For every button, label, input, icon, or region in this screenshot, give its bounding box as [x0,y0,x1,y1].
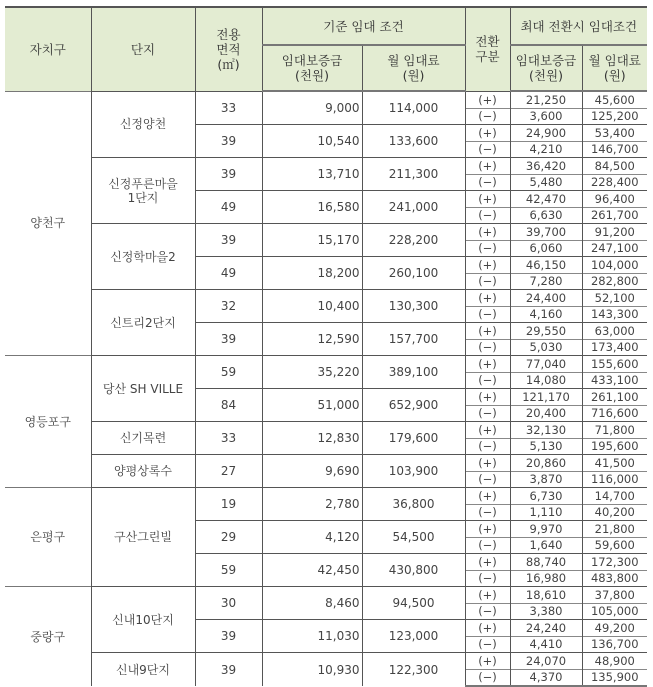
max-rent-plus: 14,700 [582,488,647,505]
max-deposit-minus: 5,030 [510,339,582,356]
base-rent-cell: 211,300 [362,158,465,191]
base-deposit-cell: 11,030 [262,620,362,653]
conversion-sign-plus: (+) [465,389,510,406]
conversion-sign-minus: (−) [465,405,510,422]
table-row [5,455,647,472]
base-deposit-cell: 8,460 [262,587,362,620]
max-deposit-plus: 42,470 [510,191,582,208]
conversion-sign-minus: (−) [465,273,510,290]
max-rent-plus: 45,600 [582,91,647,108]
table-row [5,158,647,175]
table-body [5,91,647,686]
max-deposit-plus: 20,860 [510,455,582,472]
table-row [5,653,647,670]
base-deposit-cell: 9,690 [262,455,362,488]
max-rent-minus: 116,000 [582,471,647,488]
table-row [5,91,647,108]
max-deposit-minus: 6,630 [510,207,582,224]
base-rent-cell: 652,900 [362,389,465,422]
area-cell: 30 [195,587,262,620]
max-deposit-minus: 3,600 [510,108,582,125]
max-deposit-minus: 6,060 [510,240,582,257]
max-deposit-plus: 39,700 [510,224,582,241]
complex-cell: 신내9단지 [91,653,195,687]
base-deposit-cell: 15,170 [262,224,362,257]
base-deposit-cell: 2,780 [262,488,362,521]
base-deposit-cell: 10,930 [262,653,362,687]
max-rent-plus: 84,500 [582,158,647,175]
conversion-sign-plus: (+) [465,257,510,274]
max-deposit-plus: 24,400 [510,290,582,307]
max-rent-plus: 172,300 [582,554,647,571]
complex-cell: 신정양천 [91,91,195,158]
max-deposit-minus: 20,400 [510,405,582,422]
max-rent-minus: 433,100 [582,372,647,389]
base-rent-cell: 94,500 [362,587,465,620]
conversion-sign-plus: (+) [465,125,510,142]
base-rent-cell: 179,600 [362,422,465,455]
conversion-sign-minus: (−) [465,372,510,389]
area-cell: 29 [195,521,262,554]
max-deposit-plus: 24,070 [510,653,582,670]
conversion-sign-minus: (−) [465,537,510,554]
header-area: 전용 면적 (㎡) [195,7,262,91]
max-rent-minus: 228,400 [582,174,647,191]
base-rent-cell: 430,800 [362,554,465,587]
conversion-sign-plus: (+) [465,323,510,340]
conversion-sign-plus: (+) [465,422,510,439]
conversion-sign-minus: (−) [465,603,510,620]
conversion-sign-plus: (+) [465,290,510,307]
area-cell: 33 [195,422,262,455]
conversion-sign-minus: (−) [465,240,510,257]
max-deposit-plus: 18,610 [510,587,582,604]
conversion-sign-minus: (−) [465,504,510,521]
complex-cell: 신내10단지 [91,587,195,653]
base-deposit-cell: 12,830 [262,422,362,455]
max-deposit-plus: 77,040 [510,356,582,373]
header-row-1 [5,7,647,45]
max-deposit-minus: 1,110 [510,504,582,521]
max-deposit-plus: 9,970 [510,521,582,538]
max-rent-minus: 247,100 [582,240,647,257]
max-rent-minus: 195,600 [582,438,647,455]
area-cell: 19 [195,488,262,521]
base-rent-cell: 133,600 [362,125,465,158]
complex-cell: 당산 SH VILLE [91,356,195,422]
max-rent-minus: 59,600 [582,537,647,554]
base-rent-cell: 36,800 [362,488,465,521]
area-cell: 39 [195,158,262,191]
base-rent-cell: 389,100 [362,356,465,389]
max-deposit-minus: 14,080 [510,372,582,389]
header-conversion-type: 전환 구분 [465,7,510,91]
max-rent-minus: 136,700 [582,636,647,653]
max-rent-minus: 143,300 [582,306,647,323]
max-rent-plus: 91,200 [582,224,647,241]
base-rent-cell: 241,000 [362,191,465,224]
header-max-conversion-conditions: 최대 전환시 임대조건 [510,7,647,45]
area-cell: 84 [195,389,262,422]
base-rent-cell: 228,200 [362,224,465,257]
conversion-sign-plus: (+) [465,158,510,175]
max-rent-minus: 716,600 [582,405,647,422]
base-rent-cell: 122,300 [362,653,465,687]
header-max-rent: 월 임대료 (원) [582,45,647,91]
max-rent-plus: 49,200 [582,620,647,637]
max-deposit-plus: 24,900 [510,125,582,142]
base-rent-cell: 114,000 [362,91,465,125]
max-deposit-minus: 5,130 [510,438,582,455]
conversion-sign-plus: (+) [465,224,510,241]
max-deposit-plus: 6,730 [510,488,582,505]
max-rent-minus: 261,700 [582,207,647,224]
base-deposit-cell: 4,120 [262,521,362,554]
base-deposit-cell: 18,200 [262,257,362,290]
max-rent-plus: 52,100 [582,290,647,307]
max-rent-plus: 261,100 [582,389,647,406]
max-rent-minus: 125,200 [582,108,647,125]
complex-cell: 구산그린빌 [91,488,195,587]
max-deposit-plus: 36,420 [510,158,582,175]
base-deposit-cell: 12,590 [262,323,362,356]
max-rent-minus: 173,400 [582,339,647,356]
complex-cell: 신정학마을2 [91,224,195,290]
base-rent-cell: 157,700 [362,323,465,356]
max-deposit-minus: 3,870 [510,471,582,488]
max-deposit-minus: 16,980 [510,570,582,587]
max-rent-plus: 104,000 [582,257,647,274]
max-rent-plus: 155,600 [582,356,647,373]
conversion-sign-minus: (−) [465,636,510,653]
conversion-sign-plus: (+) [465,488,510,505]
table-row [5,488,647,505]
table-row [5,290,647,307]
max-rent-plus: 37,800 [582,587,647,604]
table-row [5,422,647,439]
max-deposit-plus: 46,150 [510,257,582,274]
conversion-sign-plus: (+) [465,554,510,571]
base-deposit-cell: 42,450 [262,554,362,587]
conversion-sign-minus: (−) [465,669,510,686]
conversion-sign-plus: (+) [465,356,510,373]
district-cell: 양천구 [5,91,91,356]
max-rent-minus: 40,200 [582,504,647,521]
base-deposit-cell: 51,000 [262,389,362,422]
conversion-sign-minus: (−) [465,174,510,191]
header-base-conditions: 기준 임대 조건 [262,7,465,45]
max-rent-plus: 48,900 [582,653,647,670]
max-rent-minus: 483,800 [582,570,647,587]
base-deposit-cell: 10,540 [262,125,362,158]
rental-conditions-table [5,6,647,687]
complex-cell: 신기목련 [91,422,195,455]
area-cell: 39 [195,323,262,356]
conversion-sign-minus: (−) [465,438,510,455]
conversion-sign-minus: (−) [465,306,510,323]
base-rent-cell: 130,300 [362,290,465,323]
area-cell: 27 [195,455,262,488]
conversion-sign-minus: (−) [465,108,510,125]
max-rent-plus: 21,800 [582,521,647,538]
max-deposit-minus: 3,380 [510,603,582,620]
base-deposit-cell: 9,000 [262,91,362,125]
max-rent-minus: 146,700 [582,141,647,158]
max-rent-plus: 96,400 [582,191,647,208]
area-cell: 59 [195,356,262,389]
header-base-rent: 월 임대료 (원) [362,45,465,91]
max-rent-plus: 41,500 [582,455,647,472]
area-cell: 32 [195,290,262,323]
conversion-sign-plus: (+) [465,587,510,604]
max-rent-minus: 282,800 [582,273,647,290]
complex-cell: 양평상록수 [91,455,195,488]
max-deposit-minus: 4,210 [510,141,582,158]
table-row [5,224,647,241]
header-district: 자치구 [5,7,91,91]
conversion-sign-plus: (+) [465,191,510,208]
max-rent-plus: 53,400 [582,125,647,142]
area-cell: 59 [195,554,262,587]
header-max-deposit: 임대보증금 (천원) [510,45,582,91]
base-rent-cell: 103,900 [362,455,465,488]
complex-cell: 신정푸른마을 1단지 [91,158,195,224]
district-cell: 중랑구 [5,587,91,687]
max-rent-plus: 71,800 [582,422,647,439]
area-cell: 33 [195,91,262,125]
area-cell: 39 [195,620,262,653]
table-row [5,587,647,604]
conversion-sign-plus: (+) [465,521,510,538]
max-rent-minus: 135,900 [582,669,647,686]
area-cell: 39 [195,125,262,158]
conversion-sign-minus: (−) [465,141,510,158]
max-deposit-minus: 5,480 [510,174,582,191]
header-base-deposit: 임대보증금 (천원) [262,45,362,91]
base-deposit-cell: 35,220 [262,356,362,389]
conversion-sign-minus: (−) [465,471,510,488]
table-row [5,356,647,373]
max-deposit-plus: 88,740 [510,554,582,571]
conversion-sign-plus: (+) [465,455,510,472]
district-cell: 은평구 [5,488,91,587]
base-deposit-cell: 13,710 [262,158,362,191]
max-deposit-plus: 121,170 [510,389,582,406]
district-cell: 영등포구 [5,356,91,488]
area-cell: 49 [195,191,262,224]
rental-conditions-table-container [5,6,647,687]
conversion-sign-plus: (+) [465,653,510,670]
max-deposit-plus: 24,240 [510,620,582,637]
area-cell: 49 [195,257,262,290]
base-rent-cell: 123,000 [362,620,465,653]
max-rent-plus: 63,000 [582,323,647,340]
max-deposit-plus: 32,130 [510,422,582,439]
max-deposit-minus: 4,370 [510,669,582,686]
header-complex: 단지 [91,7,195,91]
max-deposit-minus: 4,160 [510,306,582,323]
conversion-sign-minus: (−) [465,339,510,356]
base-rent-cell: 54,500 [362,521,465,554]
conversion-sign-minus: (−) [465,207,510,224]
area-cell: 39 [195,224,262,257]
max-deposit-plus: 21,250 [510,91,582,108]
max-deposit-plus: 29,550 [510,323,582,340]
base-deposit-cell: 10,400 [262,290,362,323]
max-deposit-minus: 4,410 [510,636,582,653]
max-deposit-minus: 1,640 [510,537,582,554]
conversion-sign-plus: (+) [465,91,510,108]
conversion-sign-minus: (−) [465,570,510,587]
max-rent-minus: 105,000 [582,603,647,620]
base-deposit-cell: 16,580 [262,191,362,224]
base-rent-cell: 260,100 [362,257,465,290]
complex-cell: 신트리2단지 [91,290,195,356]
conversion-sign-plus: (+) [465,620,510,637]
max-deposit-minus: 7,280 [510,273,582,290]
area-cell: 39 [195,653,262,687]
